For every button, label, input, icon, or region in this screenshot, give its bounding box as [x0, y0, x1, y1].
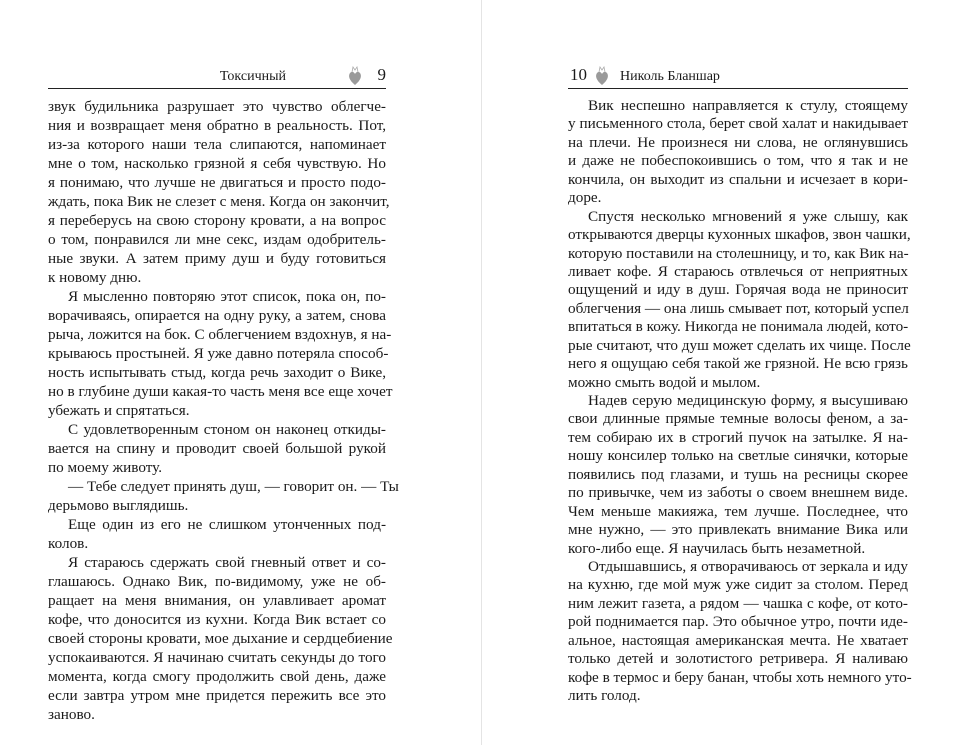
text-line: но в глубине души какая-то часть меня все еще хочет [48, 383, 393, 400]
text-line: своей стороны кровати, мое дыхание и сердцебиение [48, 630, 393, 647]
text-line: Чем меньше макияжа, тем лучше. Последнее, что [568, 502, 908, 520]
text-line: рыча, ложится на бок. С облегчением вздохнув, я на- [48, 326, 392, 343]
text-line: рой поднимается пар. Это обычное утро, почти иде- [568, 613, 908, 631]
text-line: которую поставили на столешницу, и то, как Вик на- [568, 244, 909, 262]
text-line: рые считают, что душ может сделать их чище. После [568, 336, 911, 354]
text-line: ворачиваясь, опирается на одну руку, а затем, снова [48, 307, 386, 324]
paragraph [48, 97, 390, 287]
paragraph [48, 477, 399, 515]
text-line: ливает кофе. Я стараюсь отвлечься от неприятных [568, 262, 908, 280]
text-line: дерьмово выглядишь. [48, 497, 189, 514]
text-line: колов. [48, 535, 89, 552]
text-line: убежать и спрятаться. [48, 402, 190, 419]
text-line: ощущений и иду в душ. Горячая вода не приносит [568, 281, 908, 299]
text-line: Вик неспешно направляется к стулу, стоящему [588, 97, 908, 114]
paragraph [568, 97, 908, 208]
text-line: если завтра утром мне придется пережить все это [48, 687, 386, 704]
text-line: облегчения — она лишь смывает пот, который успел [568, 299, 909, 317]
author-name: Николь Бланшар [620, 69, 720, 84]
text-line: на плечи. Не произнеся ни слова, не оглянувшись [568, 133, 908, 151]
text-line: кофе в термос и беру банан, чтобы хоть немного уто- [568, 668, 912, 686]
text-line: я понимаю, что лучше не двигаться и просто подо- [48, 174, 386, 191]
text-line: глашаюсь. Однако Вик, по-видимому, уже не об- [48, 573, 386, 590]
text-line: и даже не побеспокоившись о том, что я так и не [568, 152, 908, 170]
text-line: свои длинные прямые темные волосы феном, а за- [568, 410, 908, 428]
text-line: тем собираю их в строгий пучок на затылке. Я на- [568, 428, 908, 446]
text-line: крываюсь простыней. Я уже давно потеряла способ- [48, 345, 389, 362]
text-line: о том, понравился ли мне секс, издам одобритель- [48, 231, 386, 248]
text-line: мне нужно, — это привлекать внимание Вика или [568, 521, 908, 539]
paragraph [568, 557, 912, 706]
text-line: заново. [48, 706, 95, 723]
paragraph [568, 207, 911, 392]
text-line: у письменного стола, берет свой халат и накидывает [568, 115, 908, 133]
text-line: я переберусь на свою сторону кровати, а на вопрос [48, 212, 386, 229]
text-line: — Тебе следует принять душ, — говорит он. — Ты [68, 478, 399, 495]
text-line: кофе, что доносится из кухни. Когда Вик встает со [48, 611, 386, 628]
paragraph [48, 553, 393, 724]
text-line: Я стараюсь сдержать свой гневный ответ и со- [68, 554, 386, 571]
text-line: из-за которого наши тела слипаются, напоминает [48, 136, 386, 153]
book-title: Токсичный [219, 69, 286, 84]
text-line: по моему животу. [48, 459, 163, 476]
text-line: С удовлетворенным стоном он наконец откиды- [68, 421, 386, 438]
text-line: доре. [568, 189, 602, 207]
text-line: вается на спину и проводит своей большой рукой [48, 440, 386, 457]
text-line: Еще один из его не слишком утонченных под- [68, 516, 386, 533]
text-line: Спустя несколько мгновений я уже слышу, как [588, 207, 908, 225]
text-line: мне о том, насколько грязной я себя чувствую. Но [48, 155, 386, 172]
page-text [48, 97, 399, 724]
text-line: альное, настоящая американская мечта. Не хватает [568, 631, 908, 649]
text-line: кого-либо еще. Я научилась быть незаметной. [568, 539, 866, 557]
page-text [568, 97, 912, 705]
text-line: к новому дню. [48, 269, 142, 286]
text-line: только детей и золотистого ретривера. Я наливаю [568, 650, 908, 668]
text-line: Я мысленно повторяю этот список, пока он, по- [68, 288, 386, 305]
text-line: лить голод. [568, 687, 641, 704]
text-line: по привычке, чем из заботы о своем внешнем виде. [568, 484, 908, 502]
text-line: открываются дверцы кухонных шкафов, звон чашки, [568, 226, 911, 244]
running-header [568, 64, 908, 89]
paragraph [48, 287, 393, 420]
text-line: Надев серую медицинскую форму, я высушиваю [588, 392, 908, 409]
text-line: можно смыть водой и мылом. [568, 373, 761, 391]
text-line: успокаиваются. Я начинаю считать секунды до того [48, 649, 386, 666]
text-line: кончила, он выходит из спальни и исчезает в кори- [568, 170, 908, 188]
paragraph [48, 420, 386, 477]
paragraph [48, 515, 386, 553]
text-line: ношу консилер только на светлые синячки, которые [568, 447, 908, 465]
running-header [48, 64, 386, 89]
text-line: ные звуки. А затем приму душ и буду готовиться [48, 250, 386, 267]
text-line: появились под глазами, и тушь на ресницы скорее [568, 465, 908, 483]
text-line: Отдышавшись, я отворачиваюсь от зеркала и иду [588, 557, 908, 575]
text-line: ним лежит газета, а рядом — чашка с кофе, от кото- [568, 594, 908, 612]
page-number: 9 [377, 65, 386, 84]
page-number: 10 [570, 65, 587, 84]
heart-emblem-icon [595, 66, 609, 86]
paragraph [568, 392, 908, 558]
text-line: него я ощущаю себя такой же грязной. Не всю грязь [568, 355, 908, 373]
text-line: на кухню, где мой муж уже сидит за столом. Перед [568, 576, 908, 594]
text-line: ждать, пока Вик не слезет с меня. Когда он закончит, [48, 193, 390, 210]
text-line: ность испытывать стыд, когда речь заходит о Вике, [48, 364, 386, 381]
text-line: ния и возвращает меня обратно в реальность. Пот, [48, 117, 386, 134]
book-gutter [481, 0, 482, 745]
text-line: впитаться в кожу. Никогда не понимала людей, кото- [568, 318, 909, 336]
text-line: ращает на меня внимания, он улавливает аромат [48, 592, 386, 609]
text-line: звук будильника разрушает это чувство облегче- [48, 98, 386, 115]
heart-emblem-icon [348, 66, 362, 86]
text-line: момента, когда смогу продолжить свой день, даже [48, 668, 386, 685]
